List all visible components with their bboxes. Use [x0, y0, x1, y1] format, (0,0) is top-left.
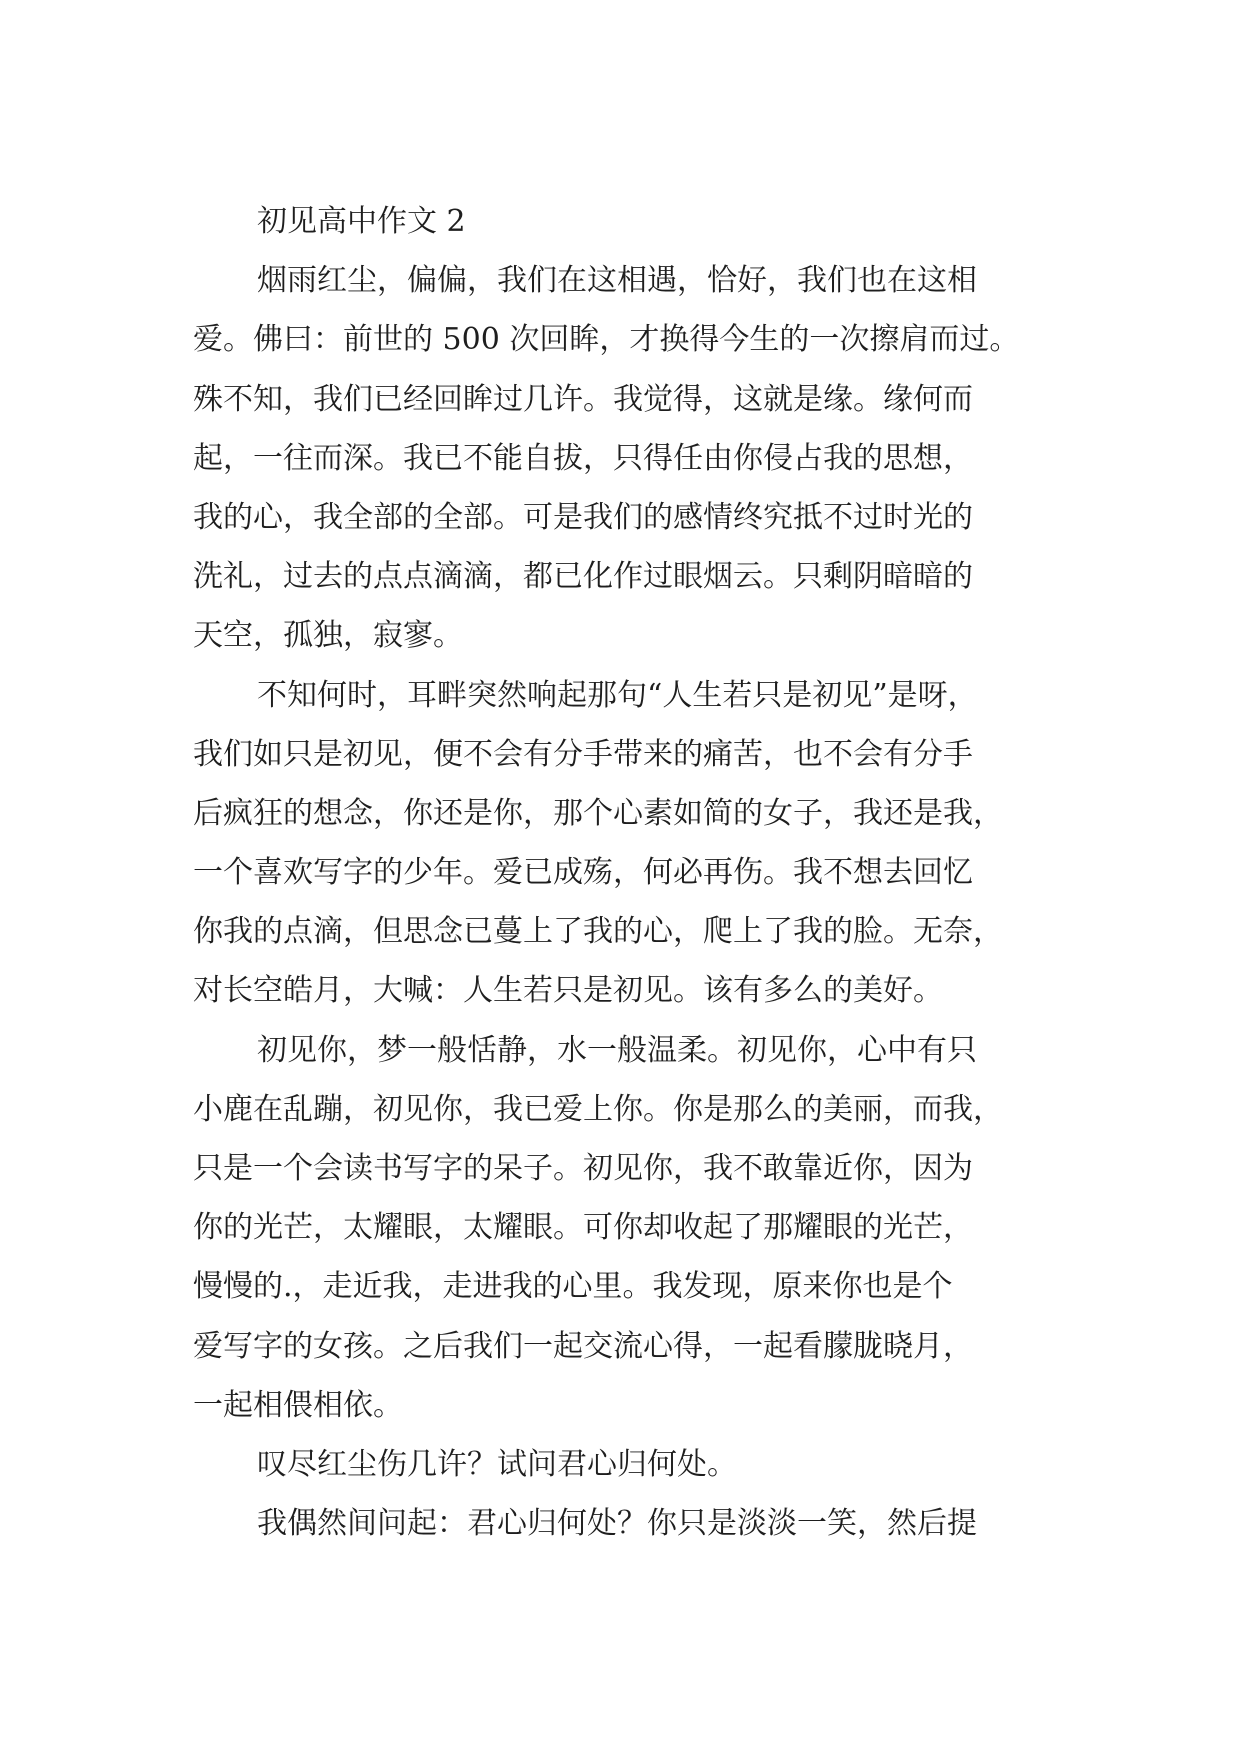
text-line: 爱写字的女孩。之后我们一起交流心得，一起看朦胧晓月，	[193, 1328, 973, 1364]
text-line: 天空，孤独，寂寥。	[193, 618, 463, 654]
text-line: 我的心，我全部的全部。可是我们的感情终究抵不过时光的	[193, 499, 973, 535]
text-line: 你我的点滴，但思念已蔓上了我的心，爬上了我的脸。无奈，	[193, 914, 1003, 950]
text-line: 对长空皓月，大喊：人生若只是初见。该有多么的美好。	[193, 973, 943, 1009]
document-body	[193, 192, 1053, 1553]
text-line: 小鹿在乱蹦，初见你，我已爱上你。你是那么的美丽，而我，	[193, 1091, 1003, 1127]
text-line: 爱。佛曰：前世的 500 次回眸，才换得今生的一次擦肩而过。	[193, 322, 1020, 358]
text-line: 慢慢的.，走近我，走进我的心里。我发现，原来你也是个	[193, 1269, 953, 1305]
title-spacer-line	[193, 192, 1053, 251]
text-line: 一起相偎相依。	[193, 1387, 403, 1423]
text-line: 叹尽红尘伤几许？试问君心归何处。	[257, 1446, 737, 1482]
text-line: 我们如只是初见，便不会有分手带来的痛苦，也不会有分手	[193, 736, 973, 772]
text-line: 你的光芒，太耀眼，太耀眼。可你却收起了那耀眼的光芒，	[193, 1210, 973, 1246]
text-line: 殊不知，我们已经回眸过几许。我觉得，这就是缘。缘何而	[193, 381, 973, 417]
text-line: 不知何时，耳畔突然响起那句“人生若只是初见”是呀，	[257, 677, 978, 713]
text-line: 洗礼，过去的点点滴滴，都已化作过眼烟云。只剩阴暗暗的	[193, 559, 973, 595]
text-line: 一个喜欢写字的少年。爱已成殇，何必再伤。我不想去回忆	[193, 855, 973, 891]
text-line: 后疯狂的想念，你还是你，那个心素如简的女子，我还是我，	[193, 795, 1003, 831]
text-line: 初见你，梦一般恬静，水一般温柔。初见你，心中有只	[257, 1032, 977, 1068]
text-line: 只是一个会读书写字的呆子。初见你，我不敢靠近你，因为	[193, 1151, 973, 1186]
text-line: 我偶然间问起：君心归何处？你只是淡淡一笑，然后提	[257, 1506, 977, 1542]
document-title: 初见高中作文 2	[257, 204, 466, 239]
text-line: 烟雨红尘，偏偏，我们在这相遇，恰好，我们也在这相	[257, 263, 977, 299]
text-line: 起，一往而深。我已不能自拔，只得任由你侵占我的思想，	[193, 440, 973, 476]
